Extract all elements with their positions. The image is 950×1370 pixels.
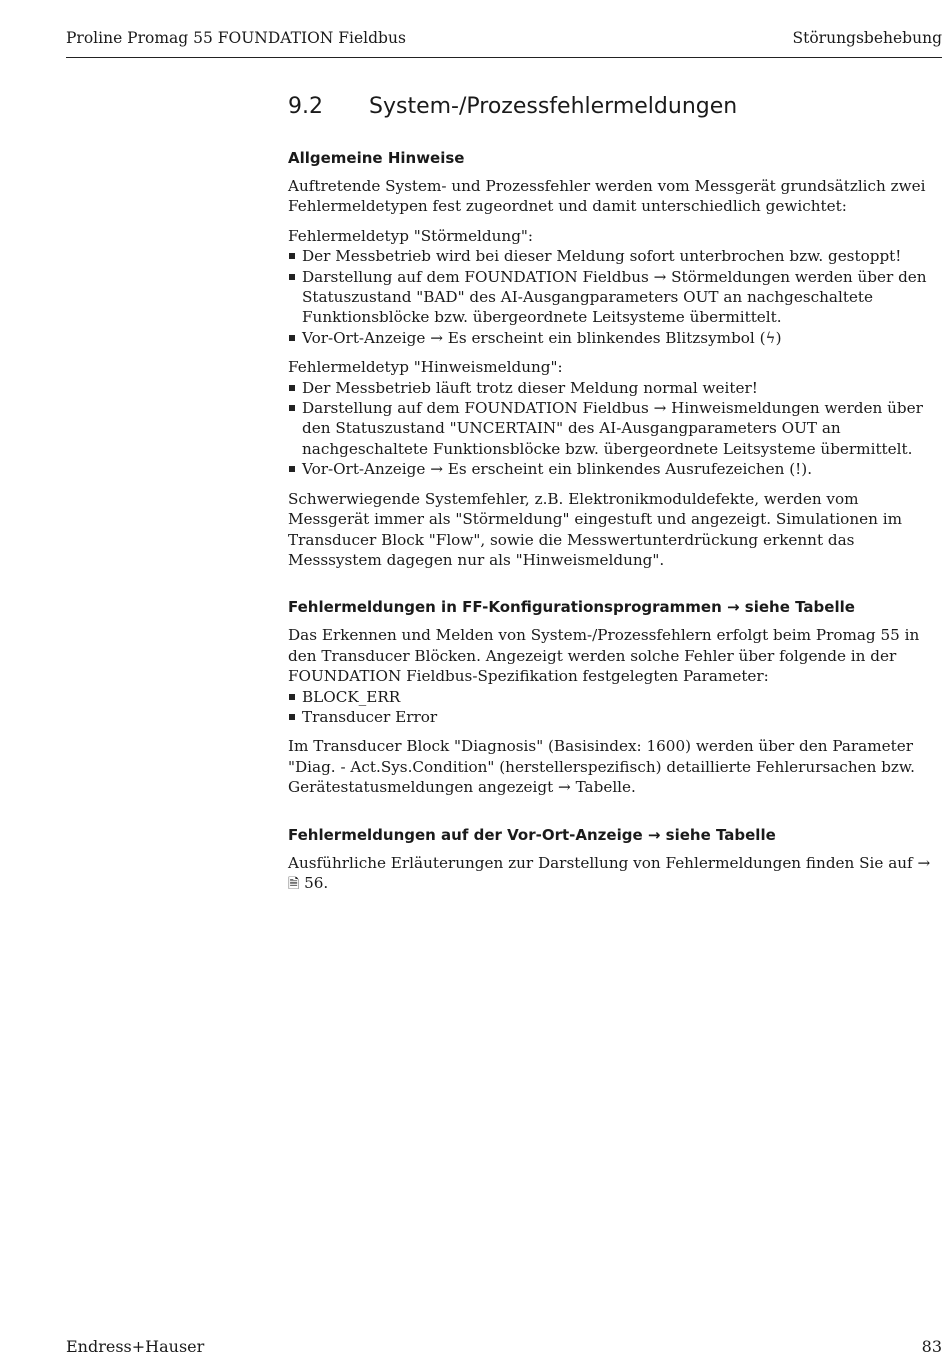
chapter-number: 9.2 bbox=[288, 94, 323, 119]
list-item: Transducer Error bbox=[288, 707, 943, 727]
footer-page-number: 83 bbox=[921, 1337, 942, 1356]
reference-page-number: 56. bbox=[299, 873, 329, 892]
section-ff-config-closing: Im Transducer Block "Diagnosis" (Basisindex: 1600) werden über den Parameter "Diag. - Act.Sys.Condition" (herstellerspezifisch) detaillierte Fehlerursachen bzw. Gerätestatusmeldungen angezeigt → Tabelle. bbox=[288, 737, 915, 797]
main-content bbox=[288, 92, 943, 894]
error-type-fault-list bbox=[288, 246, 943, 348]
page-header bbox=[66, 27, 942, 58]
error-type-notice-list bbox=[288, 378, 943, 480]
section-heading-local-display: Fehlermeldungen auf der Vor-Ort-Anzeige → siehe Tabelle bbox=[288, 825, 776, 844]
list-item: Vor-Ort-Anzeige → Es erscheint ein blinkendes Blitzsymbol (ϟ) bbox=[288, 328, 943, 348]
document-page-icon: 🗎 bbox=[288, 875, 300, 892]
list-item: Der Messbetrieb läuft trotz dieser Meldung normal weiter! bbox=[288, 378, 943, 398]
section-ff-config-intro: Das Erkennen und Melden von System-/Prozessfehlern erfolgt beim Promag 55 in den Transducer Blöcken. Angezeigt werden solche Fehler über folgende in der FOUNDATION Fieldbus-Spezifikation festgelegten Parameter: bbox=[288, 626, 920, 686]
section-general-closing: Schwerwiegende Systemfehler, z.B. Elektronikmoduldefekte, werden vom Messgerät immer als "Störmeldung" eingestuft und angezeigt. Simulationen im Transducer Block "Flow", sowie die Messwertunterdrückung erkennt das Messsystem dagegen nur als "Hinweismeldung". bbox=[288, 489, 902, 569]
header-document-title: Proline Promag 55 FOUNDATION Fieldbus bbox=[66, 29, 406, 47]
section-heading-general: Allgemeine Hinweise bbox=[288, 149, 465, 167]
chapter-title: System-/Prozessfehlermeldungen bbox=[369, 94, 738, 119]
error-type-notice-label: Fehlermeldetyp "Hinweismeldung": bbox=[288, 358, 563, 377]
list-item: BLOCK_ERR bbox=[288, 687, 943, 707]
list-item: Darstellung auf dem FOUNDATION Fieldbus → Störmeldungen werden über den Statuszustand "BAD" des AI-Ausgangparameters OUT an nachgeschaltete Funktionsblöcke bzw. übergeordnete Leitsysteme übermittelt. bbox=[288, 267, 943, 328]
section-local-display-text bbox=[288, 853, 943, 895]
list-item: Darstellung auf dem FOUNDATION Fieldbus → Hinweismeldungen werden über den Statuszustand "UNCERTAIN" des AI-Ausgangparameters OUT an nachgeschaltete Funktionsblöcke bzw. übergeordnete Leitsysteme übermittelt. bbox=[288, 398, 943, 459]
ff-parameter-list bbox=[288, 687, 943, 728]
list-item: Der Messbetrieb wird bei dieser Meldung sofort unterbrochen bzw. gestoppt! bbox=[288, 246, 943, 266]
chapter-heading bbox=[288, 92, 943, 122]
header-chapter-title: Störungsbehebung bbox=[792, 29, 942, 47]
error-type-fault-label: Fehlermeldetyp "Störmeldung": bbox=[288, 226, 534, 245]
list-item: Vor-Ort-Anzeige → Es erscheint ein blinkendes Ausrufezeichen (!). bbox=[288, 459, 943, 479]
section-general-intro: Auftretende System- und Prozessfehler werden vom Messgerät grundsätzlich zwei Fehlermeldetypen fest zugeordnet und damit unterschiedlich gewichtet: bbox=[288, 177, 926, 216]
section-heading-ff-config: Fehlermeldungen in FF-Konfigurationsprogrammen → siehe Tabelle bbox=[288, 598, 855, 617]
footer-company: Endress+Hauser bbox=[66, 1337, 205, 1356]
reference-text: Ausführliche Erläuterungen zur Darstellung von Fehlermeldungen finden Sie auf → bbox=[288, 853, 931, 872]
